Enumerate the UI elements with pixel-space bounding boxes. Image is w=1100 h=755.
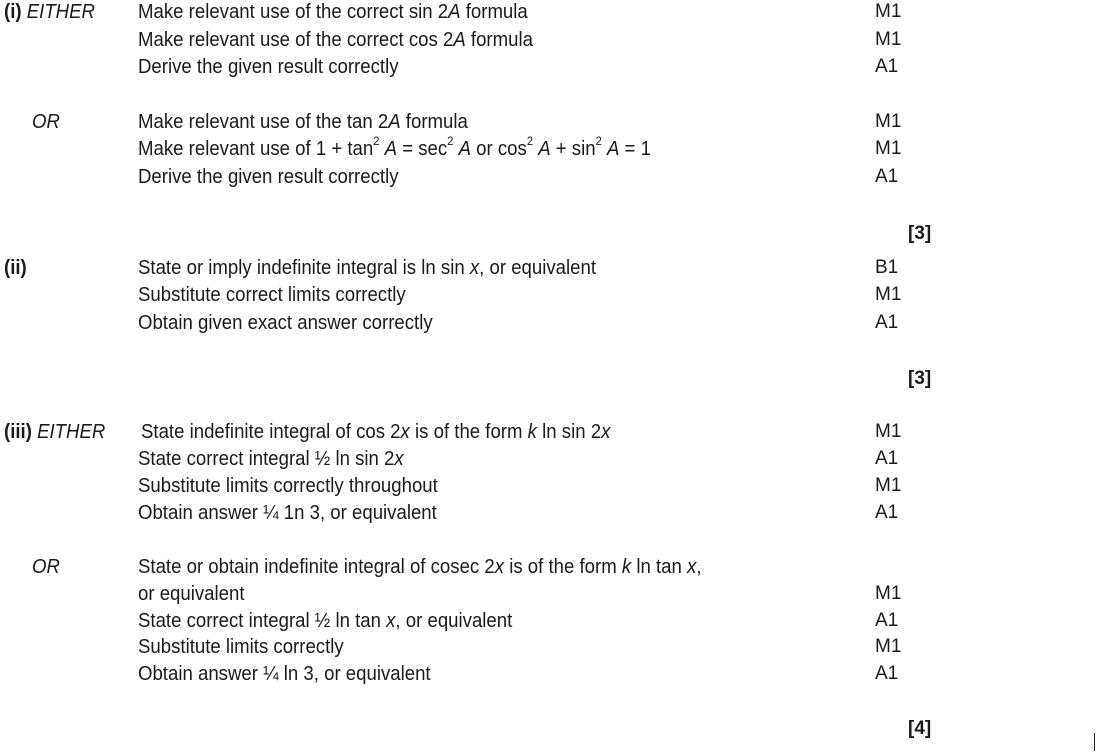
mark: M1 (875, 421, 902, 442)
mark: A1 (875, 502, 899, 523)
mark: A1 (875, 663, 899, 684)
step-text: Substitute correct limits correctly (138, 284, 406, 306)
step-text: Derive the given result correctly (138, 166, 399, 188)
mark: M1 (875, 138, 902, 159)
part-iii-label: (iii) EITHER (4, 421, 106, 443)
mark: M1 (875, 284, 902, 305)
mark: M1 (875, 475, 902, 496)
step-text: State or imply indefinite integral is ln sin x, or equivalent (138, 257, 597, 279)
mark: A1 (875, 56, 899, 77)
mark: M1 (875, 1, 902, 22)
step-text: Obtain answer ¼ ln 3, or equivalent (138, 663, 431, 685)
mark: M1 (875, 111, 902, 132)
either-label: EITHER (26, 1, 95, 23)
mark: A1 (875, 610, 899, 631)
part-ii-label: (ii) (4, 257, 27, 279)
step-text: Substitute limits correctly throughout (138, 475, 438, 497)
mark: M1 (875, 583, 902, 604)
step-text: Make relevant use of the correct cos 2A formula (138, 29, 533, 51)
text-cursor (1094, 733, 1095, 751)
step-text: Derive the given result correctly (138, 56, 399, 78)
mark: M1 (875, 636, 902, 657)
step-text: Make relevant use of the correct sin 2A formula (138, 1, 528, 23)
part-total: [3] (908, 223, 932, 244)
or-label: OR (32, 556, 60, 578)
mark: A1 (875, 166, 899, 187)
step-text: Make relevant use of $1 + \tan^2 A = \sec^2 A$ or $\cos^2 A + \sin^2 A = 1$ (138, 134, 651, 160)
or-label: OR (32, 111, 60, 133)
either-label: EITHER (37, 421, 106, 443)
step-text: Obtain given exact answer correctly (138, 312, 433, 334)
step-text: Obtain answer ¼ 1n 3, or equivalent (138, 502, 437, 524)
part-total: [4] (908, 718, 932, 739)
step-text-continuation: or equivalent (138, 583, 245, 605)
mark: A1 (875, 312, 899, 333)
step-text: State or obtain indefinite integral of cosec 2x is of the form k ln tan x, (138, 556, 702, 578)
step-text: State correct integral ½ ln sin 2x (138, 448, 404, 470)
mark: B1 (875, 257, 899, 278)
mark: M1 (875, 29, 902, 50)
step-text: State indefinite integral of cos 2x is of the form k ln sin 2x (141, 421, 611, 443)
part-i-label: (i) EITHER (4, 1, 95, 23)
mark: A1 (875, 448, 899, 469)
step-text: Substitute limits correctly (138, 636, 344, 658)
step-text: State correct integral ½ ln tan x, or equivalent (138, 610, 513, 632)
part-total: [3] (908, 368, 932, 389)
step-text: Make relevant use of the tan 2A formula (138, 111, 468, 133)
